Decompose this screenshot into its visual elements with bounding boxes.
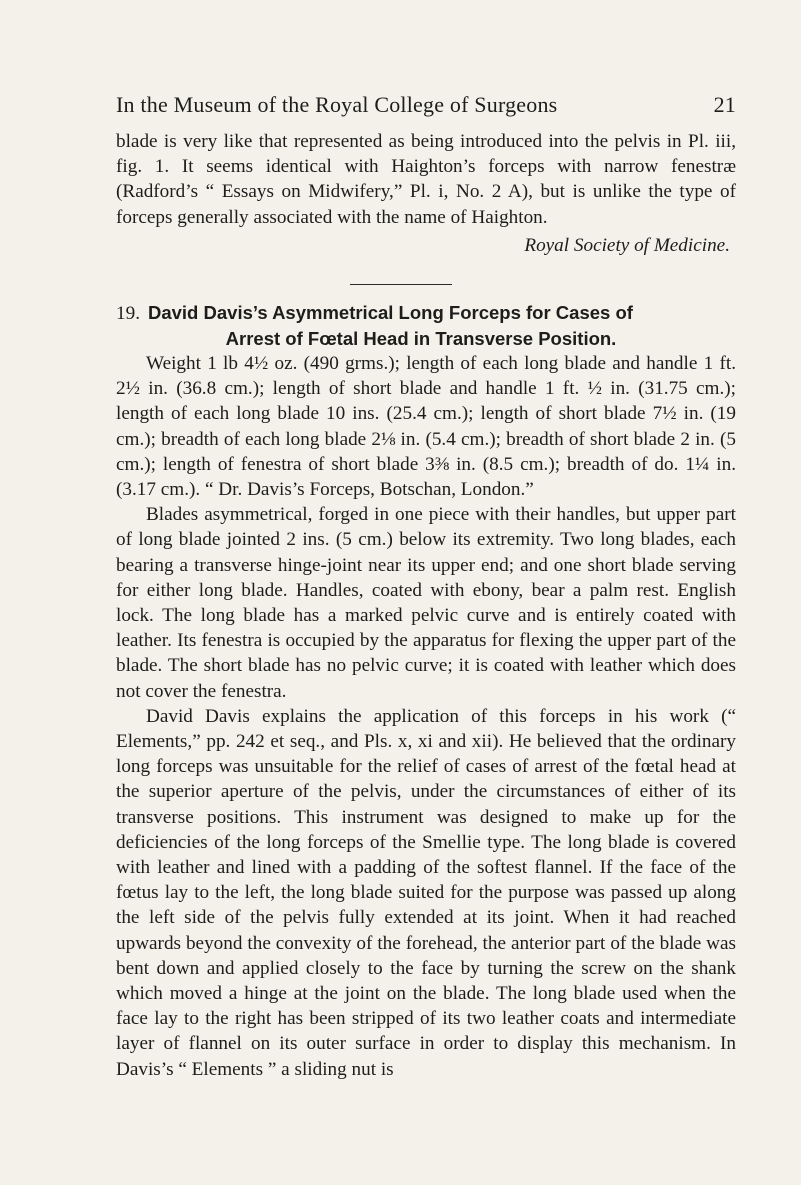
continuation-paragraph: blade is very like that represented as being introduced into the pelvis in Pl. iii, fig. 1. It seems identical with Haighton’s forceps with narrow fenestræ (Radford’s “ Essays on Midwifery,” Pl. i, No. 2 A), but is unlike the type of forceps generally associated with the name of Haighton. (116, 131, 736, 228)
entry-heading (116, 300, 736, 351)
section-divider (350, 284, 452, 285)
entry-title-line-1: David Davis’s Asymmetrical Long Forceps for Cases of (147, 302, 633, 323)
page-number: 21 (713, 92, 736, 117)
attribution: Royal Society of Medicine. (524, 235, 730, 256)
entry-number: 19. (116, 303, 140, 324)
entry-title-line-2: Arrest of Fœtal Head in Transverse Position. (225, 328, 617, 349)
continuation-paragraph-block (116, 129, 736, 230)
entry-body (116, 351, 736, 1082)
measurements-paragraph: Weight 1 lb 4½ oz. (490 grms.); length of each long blade and handle 1 ft. 2½ in. (36.8 cm.); length of short blade and handle 1 ft. ½ in. (31.75 cm.); length of each long blade 10 ins. (25.4 cm.); length of short blade 7½ in. (19 cm.); breadth of each long blade 2⅛ in. (5.4 cm.); breadth of short blade 2 in. (5 cm.); length of fenestra of short blade 3⅜ in. (8.5 cm.); breadth of do. 1¼ in. (3.17 cm.). “ Dr. Davis’s Forceps, Botschan, London.” (116, 353, 736, 501)
running-head (116, 92, 736, 122)
description-paragraph: Blades asymmetrical, forged in one piece with their handles, but upper part of long blade jointed 2 ins. (5 cm.) below its extremity. Two long blades, each bearing a transverse hinge-joint near its upper end; and one short blade serving for either long blade. Handles, coated with ebony, bear a palm rest. English lock. The long blade has a marked pelvic curve and is entirely coated with leather. Its fenestra is occupied by the apparatus for flexing the upper part of the blade. The short blade has no pelvic curve; it is coated with leather which does not cover the fenestra. (116, 504, 736, 702)
running-head-title: In the Museum of the Royal College of Surgeons (116, 92, 558, 117)
history-paragraph: David Davis explains the application of this forceps in his work (“ Elements,” pp. 242 et seq., and Pls. x, xi and xii). He believed that the ordinary long forceps was unsuitable for the relief of cases of arrest of the fœtal head at the superior aperture of the pelvis, under the circumstances of either of its transverse positions. This instrument was designed to make up for the deficiencies of the long forceps of the Smellie type. The long blade is covered with leather and lined with a padding of the softest flannel. If the face of the fœtus lay to the left, the long blade suited for the purpose was passed up along the left side of the pelvis fully extended at its joint. When it had reached upwards beyond the convexity of the forehead, the anterior part of the blade was bent down and applied closely to the face by turning the screw on the shank which moved a hinge at the joint on the blade. The long blade used when the face lay to the right has been stripped of its two leather coats and intermediate layer of flannel on its outer surface in order to display this mechanism. In Davis’s “ Elements ” a sliding nut is (116, 705, 736, 1080)
entry-heading-line-1 (116, 300, 736, 326)
